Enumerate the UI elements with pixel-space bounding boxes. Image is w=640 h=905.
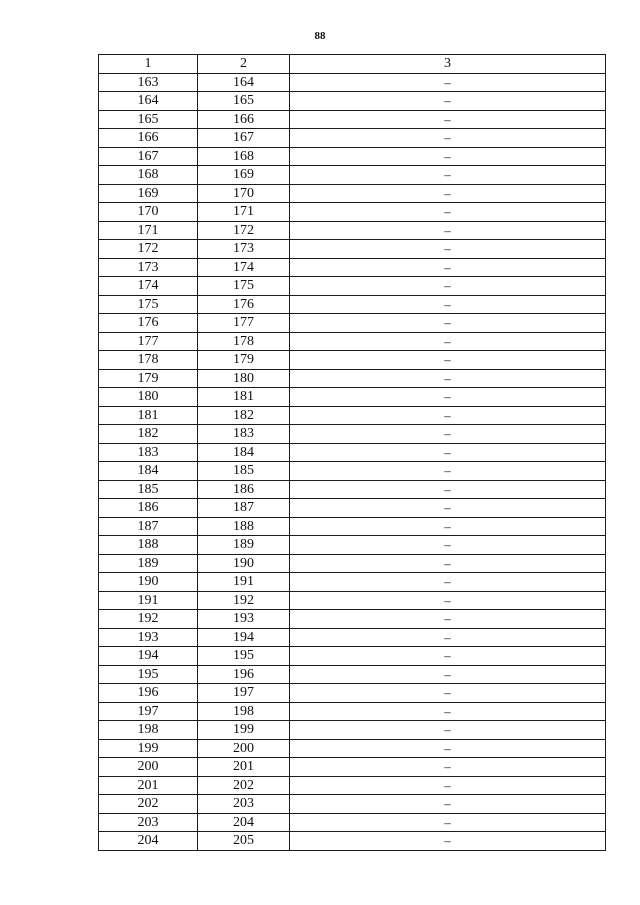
table-row [99, 221, 606, 240]
table-row [99, 147, 606, 166]
table-row [99, 129, 606, 148]
table-cell-col2: 199 [198, 721, 290, 740]
table-row [99, 554, 606, 573]
table-cell-col2: 189 [198, 536, 290, 555]
table-cell-col3: – [290, 73, 606, 92]
table-row [99, 184, 606, 203]
table-cell-col1: 204 [99, 832, 198, 851]
table-cell-col1: 197 [99, 702, 198, 721]
table-row [99, 813, 606, 832]
table-cell-col2: 186 [198, 480, 290, 499]
table-cell-col2: 188 [198, 517, 290, 536]
table-cell-col1: 198 [99, 721, 198, 740]
table-row [99, 388, 606, 407]
table-row [99, 332, 606, 351]
page-number: 88 [314, 30, 326, 42]
table-cell-col3: – [290, 443, 606, 462]
table-cell-col1: 169 [99, 184, 198, 203]
table-row [99, 536, 606, 555]
table-cell-col3: – [290, 110, 606, 129]
table-cell-col1: 167 [99, 147, 198, 166]
table-cell-col3: – [290, 277, 606, 296]
table-row [99, 758, 606, 777]
table-cell-col2: 194 [198, 628, 290, 647]
table-cell-col1: 181 [99, 406, 198, 425]
table-row [99, 110, 606, 129]
table-cell-col3: – [290, 425, 606, 444]
table-row [99, 665, 606, 684]
table-cell-col1: 163 [99, 73, 198, 92]
table-cell-col1: 194 [99, 647, 198, 666]
table-header-row [99, 55, 606, 74]
table-cell-col2: 183 [198, 425, 290, 444]
table-row [99, 369, 606, 388]
table-cell-col2: 166 [198, 110, 290, 129]
table-cell-col2: 176 [198, 295, 290, 314]
table-cell-col2: 181 [198, 388, 290, 407]
table-cell-col2: 198 [198, 702, 290, 721]
table-cell-col1: 190 [99, 573, 198, 592]
table-cell-col3: – [290, 406, 606, 425]
table-cell-col3: – [290, 221, 606, 240]
table-cell-col1: 171 [99, 221, 198, 240]
table-cell-col3: – [290, 332, 606, 351]
table-cell-col3: – [290, 92, 606, 111]
table-cell-col1: 196 [99, 684, 198, 703]
table-cell-col2: 172 [198, 221, 290, 240]
table-row [99, 832, 606, 851]
table-cell-col3: – [290, 480, 606, 499]
table-cell-col2: 190 [198, 554, 290, 573]
table-cell-col3: – [290, 166, 606, 185]
table-cell-col3: – [290, 554, 606, 573]
table-cell-col2: 178 [198, 332, 290, 351]
table-row [99, 480, 606, 499]
table-cell-col2: 165 [198, 92, 290, 111]
table-cell-col1: 192 [99, 610, 198, 629]
table-cell-col1: 193 [99, 628, 198, 647]
table-cell-col2: 203 [198, 795, 290, 814]
table-cell-col3: – [290, 573, 606, 592]
column-header-1: 1 [99, 55, 198, 74]
table-row [99, 443, 606, 462]
column-header-3: 3 [290, 55, 606, 74]
table-cell-col3: – [290, 147, 606, 166]
table-cell-col2: 168 [198, 147, 290, 166]
table-cell-col1: 184 [99, 462, 198, 481]
table-row [99, 314, 606, 333]
table-cell-col3: – [290, 258, 606, 277]
table-cell-col3: – [290, 758, 606, 777]
table-cell-col1: 180 [99, 388, 198, 407]
table-cell-col3: – [290, 610, 606, 629]
table-cell-col1: 166 [99, 129, 198, 148]
table-cell-col1: 191 [99, 591, 198, 610]
table-cell-col1: 189 [99, 554, 198, 573]
table-cell-col1: 176 [99, 314, 198, 333]
table-cell-col1: 203 [99, 813, 198, 832]
table-row [99, 684, 606, 703]
table-row [99, 702, 606, 721]
table-row [99, 295, 606, 314]
table-cell-col2: 182 [198, 406, 290, 425]
table-cell-col1: 178 [99, 351, 198, 370]
table-row [99, 573, 606, 592]
table-cell-col1: 164 [99, 92, 198, 111]
table-cell-col2: 191 [198, 573, 290, 592]
table-cell-col2: 204 [198, 813, 290, 832]
table-cell-col3: – [290, 813, 606, 832]
table-cell-col3: – [290, 628, 606, 647]
table-row [99, 277, 606, 296]
table-cell-col1: 200 [99, 758, 198, 777]
column-header-2: 2 [198, 55, 290, 74]
table-cell-col3: – [290, 314, 606, 333]
table-cell-col2: 185 [198, 462, 290, 481]
table-row [99, 166, 606, 185]
table-cell-col2: 200 [198, 739, 290, 758]
table-row [99, 776, 606, 795]
table-cell-col3: – [290, 702, 606, 721]
table-cell-col3: – [290, 721, 606, 740]
table-cell-col1: 195 [99, 665, 198, 684]
table-row [99, 73, 606, 92]
table-row [99, 739, 606, 758]
table-row [99, 517, 606, 536]
table-cell-col1: 187 [99, 517, 198, 536]
table-row [99, 795, 606, 814]
table-cell-col2: 173 [198, 240, 290, 259]
table-cell-col1: 201 [99, 776, 198, 795]
table-cell-col2: 184 [198, 443, 290, 462]
table-cell-col3: – [290, 739, 606, 758]
table-cell-col1: 202 [99, 795, 198, 814]
table-cell-col1: 175 [99, 295, 198, 314]
table-cell-col1: 172 [99, 240, 198, 259]
table-row [99, 721, 606, 740]
table-row [99, 591, 606, 610]
data-table [98, 54, 606, 851]
table-cell-col3: – [290, 369, 606, 388]
table-cell-col3: – [290, 129, 606, 148]
table-row [99, 406, 606, 425]
table-cell-col2: 170 [198, 184, 290, 203]
table-cell-col2: 201 [198, 758, 290, 777]
table-cell-col1: 182 [99, 425, 198, 444]
table-cell-col1: 174 [99, 277, 198, 296]
table-cell-col3: – [290, 462, 606, 481]
table-cell-col3: – [290, 499, 606, 518]
table-cell-col1: 179 [99, 369, 198, 388]
table-cell-col2: 193 [198, 610, 290, 629]
table-cell-col2: 197 [198, 684, 290, 703]
table-cell-col3: – [290, 295, 606, 314]
table-cell-col3: – [290, 536, 606, 555]
table-cell-col3: – [290, 776, 606, 795]
table-row [99, 258, 606, 277]
table-cell-col3: – [290, 832, 606, 851]
table-cell-col2: 195 [198, 647, 290, 666]
table-cell-col3: – [290, 517, 606, 536]
table-row [99, 610, 606, 629]
table-cell-col1: 186 [99, 499, 198, 518]
table-cell-col2: 169 [198, 166, 290, 185]
table-cell-col3: – [290, 795, 606, 814]
table-cell-col1: 165 [99, 110, 198, 129]
table-cell-col1: 183 [99, 443, 198, 462]
table-cell-col2: 174 [198, 258, 290, 277]
table-cell-col2: 171 [198, 203, 290, 222]
table-row [99, 462, 606, 481]
table-cell-col1: 170 [99, 203, 198, 222]
table-row [99, 647, 606, 666]
table-row [99, 628, 606, 647]
table-cell-col3: – [290, 665, 606, 684]
table-cell-col1: 177 [99, 332, 198, 351]
table-row [99, 425, 606, 444]
table-cell-col1: 185 [99, 480, 198, 499]
table-cell-col1: 188 [99, 536, 198, 555]
table-cell-col2: 187 [198, 499, 290, 518]
table-cell-col2: 179 [198, 351, 290, 370]
table-cell-col2: 180 [198, 369, 290, 388]
table-row [99, 351, 606, 370]
data-table-container [98, 54, 605, 851]
table-cell-col3: – [290, 647, 606, 666]
table-body [99, 73, 606, 850]
table-cell-col2: 175 [198, 277, 290, 296]
table-cell-col3: – [290, 591, 606, 610]
table-cell-col2: 202 [198, 776, 290, 795]
table-cell-col3: – [290, 388, 606, 407]
table-row [99, 240, 606, 259]
table-cell-col2: 167 [198, 129, 290, 148]
table-row [99, 92, 606, 111]
table-row [99, 499, 606, 518]
table-cell-col3: – [290, 203, 606, 222]
table-cell-col3: – [290, 240, 606, 259]
table-cell-col2: 177 [198, 314, 290, 333]
table-cell-col3: – [290, 684, 606, 703]
table-cell-col2: 205 [198, 832, 290, 851]
table-cell-col3: – [290, 351, 606, 370]
table-cell-col2: 164 [198, 73, 290, 92]
table-cell-col2: 192 [198, 591, 290, 610]
table-cell-col2: 196 [198, 665, 290, 684]
table-cell-col1: 199 [99, 739, 198, 758]
table-cell-col3: – [290, 184, 606, 203]
table-cell-col1: 168 [99, 166, 198, 185]
table-cell-col1: 173 [99, 258, 198, 277]
table-row [99, 203, 606, 222]
